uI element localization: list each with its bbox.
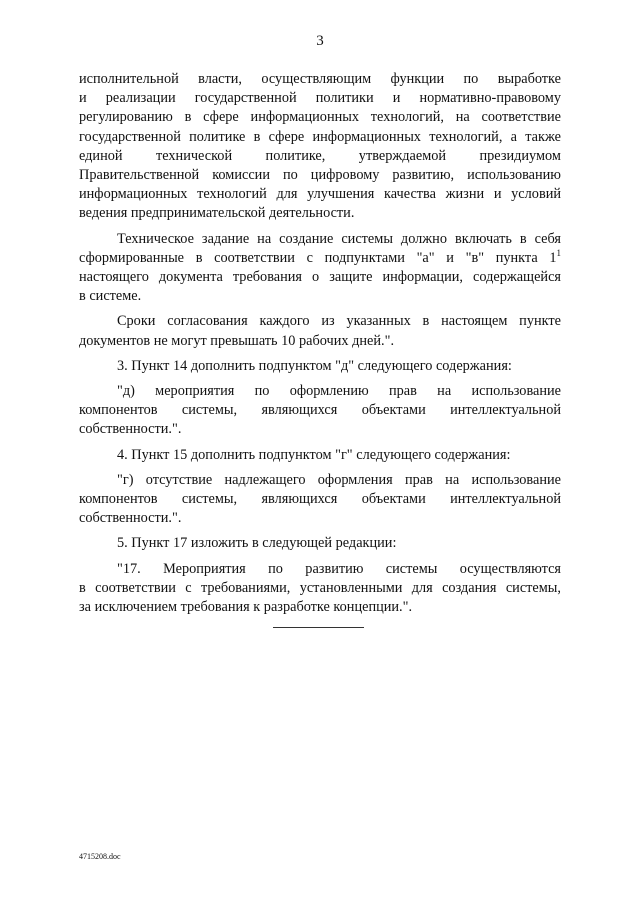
- text-line: компонентов системы, являющихся объектами интеллектуальной: [79, 491, 561, 508]
- text-line: собственности.".: [79, 510, 182, 527]
- text-line: 5. Пункт 17 изложить в следующей редакции:: [117, 535, 397, 552]
- text-line: Техническое задание на создание системы должно включать в себя: [117, 230, 561, 247]
- text-line: компонентов системы, являющихся объектами интеллектуальной: [79, 402, 561, 419]
- text-line: документов не могут превышать 10 рабочих дней.".: [79, 332, 395, 349]
- page-number: 3: [316, 33, 324, 49]
- end-divider: [273, 627, 364, 628]
- text-line: "д) мероприятия по оформлению прав на использование: [117, 383, 561, 400]
- superscript-mark: 1: [556, 247, 561, 258]
- text-line: настоящего документа требования о защите информации, содержащейся: [79, 269, 561, 286]
- document-body: [79, 70, 561, 617]
- text-line: в системе.: [79, 288, 142, 305]
- text-line: исполнительной власти, осуществляющим функции по выработке: [79, 71, 561, 87]
- text-line: единой технической политике, утверждаемой президиумом: [79, 147, 561, 164]
- text-line: информационных технологий для улучшения качества жизни и условий: [79, 186, 561, 203]
- text-line: ведения предпринимательской деятельности.: [79, 205, 355, 222]
- text-line: Правительственной комиссии по цифровому развитию, использованию: [79, 167, 561, 184]
- text-line: регулированию в сфере информационных технологий, на соответствие: [79, 109, 561, 126]
- text-line: государственной политике в сфере информационных технологий, а также: [79, 128, 561, 145]
- text-line: за исключением требования к разработке концепции.".: [79, 599, 413, 616]
- text-line: 3. Пункт 14 дополнить подпунктом "д" следующего содержания:: [117, 357, 512, 374]
- text-line: Сроки согласования каждого из указанных в настоящем пункте: [117, 313, 561, 330]
- text-line: в соответствии с требованиями, установленными для создания системы,: [79, 579, 561, 596]
- text-line: собственности.".: [79, 421, 182, 438]
- document-file-reference: 4715208.doc: [79, 852, 121, 861]
- text-line: "г) отсутствие надлежащего оформления прав на использование: [117, 471, 561, 488]
- text-line: сформированные в соответствии с подпунктами "а" и "в" пункта 1: [79, 249, 557, 266]
- text-line: 4. Пункт 15 дополнить подпунктом "г" следующего содержания:: [117, 446, 511, 463]
- text-line: "17. Мероприятия по развитию системы осуществляются: [117, 560, 561, 577]
- text-line: и реализации государственной политики и нормативно-правовому: [79, 90, 561, 107]
- text-line-with-footnote: [79, 249, 561, 268]
